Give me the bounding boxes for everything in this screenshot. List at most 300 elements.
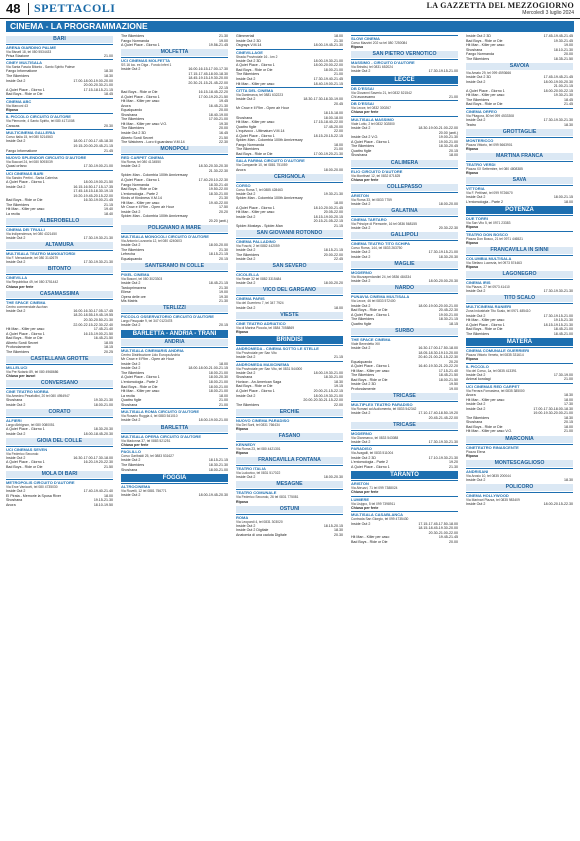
cinema-name: CINEMA ORFEO — [466, 108, 573, 114]
showtimes: 18.15-21.15 — [208, 458, 228, 463]
city-heading: POLIGNANO A MARE — [121, 225, 228, 232]
cinema-address: Via Montinari 12, tel 0832 871825 — [351, 173, 401, 178]
cinema-address: Via Abruzzi, 71 tel 099 7388024 — [351, 485, 398, 490]
showtimes: 17.00-18.00-19.00-20.00 — [73, 78, 113, 83]
showtime-row — [466, 377, 573, 382]
film-title: Quattro figlie — [351, 148, 372, 153]
film-title: A Quiet Place - Giorno 1 — [121, 94, 160, 99]
showtime-row — [236, 475, 343, 480]
city-heading: TERLIZZI — [121, 305, 228, 312]
film-title: Inside Out 2 — [236, 247, 256, 252]
film-title: Inside Out 2 — [236, 97, 256, 102]
cinema-address: Via F. Pettinari, tel 099 9726670 — [466, 191, 513, 196]
cinema-address: Via del Corso, 1a, tel 0835 413391 — [466, 368, 517, 373]
showtimes: 16.30-19.00-21.45 — [83, 198, 113, 203]
showtimes: 18.00 — [334, 305, 343, 310]
showtimes: 22.45 — [334, 257, 343, 262]
city-heading: TRICASE — [351, 393, 458, 400]
film-title: Osgrays V.M.14 — [236, 43, 262, 48]
film-title: Bad Boys - Ride or Die — [121, 384, 158, 389]
city-heading: BITONTO — [6, 266, 113, 273]
cinema-name: CORSO — [236, 182, 343, 188]
film-title: Inside Out 2 — [6, 489, 26, 494]
cinema-name: IL PICCOLO — [466, 363, 573, 369]
status-note: Riposo — [466, 146, 479, 151]
film-title: Mr Crow e Il Film - Open air Hour — [121, 357, 174, 362]
cinema-address: Via Gianmarco, tel 0833 543088 — [351, 435, 399, 440]
film-title: Anora — [121, 103, 131, 108]
showtimes: 18.00 — [334, 200, 343, 205]
showtime-row — [236, 306, 343, 311]
film-title: Spider-Man - Colombia 100th Anniversary — [236, 196, 303, 201]
showtimes: 19.30 — [219, 294, 228, 299]
cinema-name: CINEMA HOLLYWOOD — [466, 492, 573, 498]
film-title: Inside Out 2 — [351, 226, 371, 231]
film-title: Shoshana — [466, 47, 483, 52]
section-title: SPETTACOLI — [34, 1, 116, 15]
cinema-name: MULTISALA TEATRO MANGIATORDI — [6, 250, 113, 256]
cinema-address: Via Piazza, 27 tel 0973 41410 — [466, 285, 510, 290]
film-title: Bad Boys - Ride or Die — [6, 198, 43, 203]
film-title: Hit Man - Killer per caso — [121, 200, 160, 205]
showtimes: 18.45-21.50 — [438, 373, 458, 378]
cinema-name: UCI CINEMAS SEVEN — [6, 446, 113, 452]
showtimes: 16.30-17.00-17.30-18.00 — [73, 455, 113, 460]
cinema-address: Via Lecce, 46 tel 0833 572400 — [351, 299, 396, 304]
showtimes: 18.15-19.00-20.15 — [313, 214, 343, 219]
film-title: Quasi orfano — [6, 164, 27, 169]
province-banner: MATERA — [466, 338, 573, 346]
film-title: A Quiet Place - Giorno 1 — [236, 133, 275, 138]
cinema-name: MILLELUCI — [6, 364, 113, 370]
cinema-name: PICCOLO OSSERVATORIO CIRCUITO D'AUTORE — [121, 313, 228, 319]
film-title: Anora — [236, 167, 246, 172]
cinema-name: PUNAVIA CINEMA MULTISALA — [351, 293, 458, 299]
showtime-row — [121, 468, 228, 473]
showtimes: 21.45 — [564, 102, 573, 107]
city-heading: CALIMERA — [351, 160, 458, 167]
city-heading: MOLA DI BARI — [6, 471, 113, 478]
cinema-name: LUMIERE — [351, 496, 458, 502]
film-title: Hit Man - Killer per caso V.O. — [466, 429, 513, 434]
cinema-name: UCI CINEMAS MOLFETTA — [121, 57, 228, 63]
film-title: Shoshana — [236, 115, 253, 120]
film-title: A Quiet Place - Giorno 1 — [121, 177, 160, 182]
showtimes: 21.00 — [219, 402, 228, 407]
film-title: Bad Boys - Ride or Die — [236, 151, 273, 156]
film-title: Inside Out 2 — [351, 126, 371, 131]
film-title: Inside Out 2 Digitale — [236, 528, 269, 533]
cinema-name: ARISTON — [351, 192, 458, 198]
film-title: Inside Out 2 — [6, 260, 26, 265]
film-title: Alberto Sordi Secret — [121, 135, 154, 140]
page-number: 48 — [6, 1, 21, 16]
showtimes: 18.45-21.00 — [553, 331, 573, 336]
showtimes: 21.15 — [334, 355, 343, 360]
province-banner: FOGGIA — [121, 474, 228, 482]
film-title: L'equivoco - Ultimatum V.M.14 — [236, 129, 285, 134]
showtimes: 17.10-17.40-18.50-19.20 — [418, 411, 458, 416]
showtimes: 17.50 — [219, 205, 228, 210]
showtimes: 18.00 — [564, 424, 573, 429]
cinema-address: Via Dei Sorti, tel 0831 766434 — [236, 422, 280, 427]
showtimes: 19.00 — [219, 290, 228, 295]
film-title: Inside Out 2 3D — [466, 34, 491, 38]
film-title: A Quiet Place - Giorno 1 — [351, 312, 390, 317]
film-title: Inside Out 2 — [351, 69, 371, 74]
city-heading: COLLEPASSO — [351, 184, 458, 191]
cinema-name: MULTISALA CASABLANCA — [351, 511, 458, 517]
city-heading: FRANCAVILLA IN SINNI — [466, 247, 573, 254]
film-title: Shoshana — [6, 498, 23, 503]
showtime-row — [351, 440, 458, 445]
cinema-address: Via Federico Secondo — [6, 451, 39, 456]
showtimes: 16.15-19.00-21.50 — [83, 331, 113, 336]
showtime-row — [466, 289, 573, 294]
film-title: L'entomologia - Parte 2 — [121, 191, 159, 196]
film-title: Shoshana — [6, 398, 23, 403]
city-heading: LAGONEGRO — [466, 271, 573, 278]
cinema-address: Via Marinari Piazza, tel 0835 983409 — [466, 498, 520, 503]
cinema-name: NUOVO SPLENDOR CIRCUITO D'AUTORE — [6, 154, 113, 160]
film-title: Bad Boys - Ride or Die — [351, 377, 388, 382]
showtimes: 17.45-19.45-21.45 — [543, 74, 573, 79]
showtimes: 18.45-21.15 — [208, 281, 228, 286]
showtimes: 19.30-21.30 — [93, 398, 113, 403]
showtimes: 19.56-21.45 — [208, 43, 228, 48]
cinema-address: Strada Provinciale 16 - km 2 — [236, 54, 278, 59]
showtimes: 18.40-19.00 — [208, 112, 228, 117]
cinema-address: Via Principe di Piemonte, 16 tel 0836 568155 — [351, 222, 417, 227]
city-heading: SURBO — [351, 328, 458, 335]
showtimes: 20.15-21.05-22.15 — [313, 219, 343, 224]
film-title: Spider-Man - Colombia 100th Anniversary — [236, 138, 303, 143]
film-title: Inside Out 2 — [236, 214, 256, 219]
film-title: The Bikeriders — [121, 117, 145, 122]
city-heading: TITO SCALO — [466, 295, 573, 302]
showtimes: 16.15-16.50-17.15-17.35 — [73, 184, 113, 189]
showtimes: 18.00 — [564, 199, 573, 204]
showtime-row — [236, 168, 343, 173]
cinema-address: Via Marconi 43 — [6, 103, 28, 108]
showtimes: 18.15-20.15-22.15 — [313, 133, 343, 138]
status-note: Chiuso per ferie — [6, 284, 34, 289]
showtimes: 19.45-21.45 — [438, 535, 458, 540]
film-title: Inside Out 2 — [121, 243, 141, 248]
cinema-address: Via di Marina Piccola, tel 0884 7058869 — [236, 325, 295, 330]
cinema-address: Via Campanile 10, tel 0881 751059 — [236, 163, 288, 168]
film-title: The Bikeriders — [236, 252, 260, 257]
cinema-name: TEATRO DON BOSCO — [466, 231, 573, 237]
cinema-address: Via Danimarca, tel 0881 632223 — [236, 93, 284, 98]
showtimes: 18.30-17.30-18.30-19.00 — [303, 97, 343, 102]
showtimes: 17.15-18.15-21.15 — [83, 87, 113, 92]
showtimes: 18.00-20.00-20.30 — [428, 279, 458, 284]
cinema-name: NUOVO CINEMA PARADISO — [236, 417, 343, 423]
cinema-name: UCI CINEMAS RED CARPET — [466, 383, 573, 389]
showtimes: 18.00-21.50 — [438, 377, 458, 382]
showtimes: 18.10-21.30 — [553, 47, 573, 52]
showtimes: 19.30-21.45 — [553, 38, 573, 43]
showtimes: 19.40 — [104, 207, 113, 212]
showtime-row — [6, 124, 113, 129]
showtime-row — [6, 164, 113, 169]
showtimes: 20.30 — [334, 532, 343, 537]
showtime-row — [6, 260, 113, 265]
film-title: Inside Out 2 — [466, 313, 486, 318]
showtimes: 18.00-21.00 — [208, 384, 228, 389]
cinema-name: CINEMA DEI TRULLI — [6, 226, 113, 232]
showtime-row — [351, 226, 458, 231]
city-heading: ERCHIE — [236, 409, 343, 416]
cinema-name: CINEY MULTISALA — [6, 59, 113, 65]
showtime-row — [466, 200, 573, 205]
status-note: Riposo — [236, 329, 249, 334]
film-title: Quattro figlie — [236, 124, 257, 129]
cinema-name: MULTICINEMA RANIERI — [466, 303, 573, 309]
cinema-name: TEATRO ITALIA — [236, 465, 343, 471]
showtime-row — [6, 350, 113, 355]
film-title: A Quiet Place - Giorno 1 — [121, 375, 160, 380]
showtimes: 21.00-21.15 — [553, 84, 573, 89]
showtime-row — [6, 54, 113, 59]
film-title: The Bikeriders — [351, 373, 375, 378]
cinema-address: Corso Roma 7, tel 0885 428463 — [236, 187, 283, 192]
showtimes: 21.00 — [564, 429, 573, 434]
film-title: Hit Man - Killer per caso — [466, 43, 505, 48]
status-note: Riposo — [466, 265, 479, 270]
cinema-address: Via Lecce, tel 0832 300267 — [351, 106, 391, 111]
showtimes: 17.30-19.15-21.00 — [543, 313, 573, 318]
showtime-row — [6, 236, 113, 241]
film-title: Fango Informatione — [6, 69, 38, 74]
film-title: Inside Out 2 — [466, 195, 486, 200]
status-note: Chiuso per ferie — [351, 490, 379, 495]
film-title: L'entomologia - Parte 2 — [466, 199, 504, 204]
cinema-address: Viale Lotto, 2 tel 0832 302800 — [351, 122, 395, 126]
city-heading: SAN PIETRO VERNOTICO — [351, 51, 458, 58]
showtimes: 16.15-18.45-22.20 — [198, 90, 228, 95]
showtimes: 18.40 — [104, 211, 113, 216]
showtime-row — [236, 403, 343, 408]
cinema-name: CINEMA TEATRO TITO SCHIPA — [351, 240, 458, 246]
showtimes: 16.45 — [219, 131, 228, 135]
film-title: L'entomologia - Parte 2 — [121, 379, 159, 384]
film-title: Kinds of Kindness V.M.14 — [121, 196, 162, 201]
showtimes: 16.30-17.00-17.50-18.00 — [418, 345, 458, 350]
film-title: La recita — [6, 211, 20, 216]
film-title: Inside Out 2 — [6, 236, 26, 241]
film-title: Inside Out 2 — [121, 492, 141, 497]
showtimes: 19.20-19.45-20.15-22.00 — [73, 193, 113, 198]
showtimes: 17.15-17.45-17.50-18.00 — [418, 521, 458, 526]
listing-column-3 — [236, 34, 343, 836]
film-title: Bad Boys - Ride or Die — [6, 464, 43, 469]
showtime-row — [351, 465, 458, 470]
city-heading: MONOPOLI — [121, 146, 228, 153]
cinema-address: Via del Guerriero 7, tel 347 7924 — [236, 301, 284, 306]
city-heading: SAVA — [466, 177, 573, 184]
film-title: The Bikeriders — [6, 349, 30, 354]
cinema-address: Via Lisippo, 5 tel 099 7398911 — [351, 501, 396, 506]
cinema-address: Via Avagalli, tel 0833 511004 — [351, 451, 394, 456]
status-note: Riposo — [466, 357, 479, 362]
cinema-address: Via Bosoni, tel 080 3023303 — [121, 276, 163, 281]
showtimes: 18.00 — [564, 397, 573, 402]
showtimes: 21.00 — [104, 53, 113, 58]
film-title: Inside Out 2 — [6, 308, 26, 313]
showtimes: 17.30-19.15-21.00 — [428, 69, 458, 74]
showtimes: 22.00-22.15-22.30-22.40 — [73, 322, 113, 327]
cinema-address: Via Amedeo Pesafollini, 20 tel 080 4954947 — [6, 394, 70, 399]
listing-column-4 — [351, 34, 458, 836]
film-title: Animal kondagi — [466, 377, 491, 382]
cinema-name: ANDROMEDA MAXICINEMA — [236, 361, 343, 367]
film-title: A Quiet Place - Giorno 1 — [6, 331, 45, 336]
showtime-row — [6, 432, 113, 437]
film-title: Inside Out 2 — [121, 209, 141, 214]
film-title: A Quiet Place - Giorno 1 — [236, 389, 275, 393]
film-title: Inside Out 2 — [236, 305, 256, 310]
cinema-name: VITTORIA — [466, 185, 573, 191]
showtimes: 19.00 — [449, 386, 458, 391]
status-note: Riposo — [6, 107, 19, 112]
film-title: Inside Out 2 — [351, 411, 371, 416]
showtimes: 18.00-20.20 — [323, 281, 343, 286]
cinema-name: ROMA — [236, 514, 343, 520]
film-title: Inside Out 2 — [121, 323, 141, 328]
cinema-name: METROPOLIS CIRCUITO D'AUTORE — [6, 479, 113, 485]
film-title: Inside Out 2 3D — [351, 382, 376, 387]
showtimes: 18.00-19.30-21.00 — [313, 393, 343, 398]
showtimes: 20.30 — [104, 123, 113, 128]
film-title: A Quiet Place - Giorno 1 — [351, 364, 390, 369]
showtimes: 18.00-20.00-22.00 — [313, 63, 343, 68]
cinema-name: ARENA GIARDINO PALME — [6, 44, 113, 50]
film-title: Hit Man - Killer per caso — [6, 207, 45, 212]
status-note: Riposo — [466, 225, 479, 230]
province-banner: BRINDISI — [236, 336, 343, 344]
city-heading: FASANO — [236, 433, 343, 440]
showtimes: 20.40-21.00-21.15-22.30 — [418, 355, 458, 360]
showtimes: 18.20-18.55-19.45-19.55 — [73, 313, 113, 318]
film-title: La recita — [121, 393, 135, 398]
showtimes: 19.00-21.00 — [438, 312, 458, 317]
showtimes: 17.45-20.00 — [323, 124, 343, 129]
showtimes: 18.30-21.00 — [208, 191, 228, 196]
cinema-address: Via Indipendenza, tel 080 4321450 — [6, 231, 57, 236]
film-title: Inside Out 2 3D — [236, 38, 261, 43]
showtimes: 18.30 — [334, 528, 343, 533]
cinema-address: Zona Industriale Tito Scalo, tel 0971 485410 — [466, 309, 531, 314]
city-heading: BARI — [6, 36, 113, 43]
film-title: Inside Out 2 3D — [121, 131, 146, 135]
showtimes: 20.45-21.45-22.00 — [428, 415, 458, 420]
showtimes: 21.50 — [104, 464, 113, 469]
film-title: Hit Man - Killer per caso — [466, 318, 505, 323]
showtimes: 20.20 — [219, 209, 228, 214]
film-title: Shoshana — [466, 420, 483, 425]
film-title: The Bikeriders — [466, 56, 490, 61]
film-title: Inside Out 2 — [466, 79, 486, 84]
showtimes: 22.15 — [219, 85, 228, 90]
cinema-address: Corso Italia 15, tel 080 5214563 — [6, 135, 53, 140]
showtime-row — [236, 82, 343, 87]
showtimes: 16.00-16.30-17.05-17.45 — [73, 308, 113, 313]
showtimes: 18.00-18.45-20.30 — [83, 431, 113, 436]
showtimes: 20.15 — [564, 420, 573, 425]
cinema-address: Piazza Elena — [466, 449, 486, 454]
cinema-name: TEATRO VERDI — [466, 161, 573, 167]
cinema-name: CINEMA ABC — [6, 98, 113, 104]
film-title: Bad Boys - Ride or Die — [121, 90, 158, 95]
cinema-name: COLUMBIA MULTISALA — [466, 255, 573, 261]
showtimes: 18.00-20.00 — [323, 167, 343, 172]
newspaper-name: LA GAZZETTA DEL MEZZOGIORNO — [426, 1, 574, 10]
showtimes: 19.00 — [564, 43, 573, 48]
film-title: The Bikeriders — [351, 317, 375, 322]
film-title: Hit Man - Killer per caso — [351, 535, 390, 540]
city-heading: SAVOIA — [466, 63, 573, 70]
film-title: The Bikeriders — [236, 72, 260, 77]
film-title: The Bikeriders — [466, 97, 490, 102]
film-title: Hit Man - Killer per caso — [466, 397, 505, 402]
showtime-row — [121, 493, 228, 498]
film-title: Mr Crow e Il Film - Open air Hour — [236, 106, 289, 111]
showtimes: 21.30 — [334, 38, 343, 43]
city-heading: ALBEROBELLO — [6, 218, 113, 225]
showtimes: 21.00 — [334, 147, 343, 152]
film-title: A Quiet Place - Giorno 1 — [121, 43, 160, 48]
film-title: A Quiet Place - Giorno 1 — [466, 322, 505, 327]
showtimes: 21.45 — [104, 148, 113, 153]
cinema-name: DB D'ESSAI — [351, 85, 458, 91]
showtime-row — [6, 149, 113, 154]
film-title: A Quiet Place - Giorno 1 — [236, 205, 275, 210]
showtimes: 19.15-21.30 — [93, 498, 113, 503]
cinema-address: Corso Garibaldi 25, tel 0883 531627 — [121, 454, 174, 459]
showtimes: 17.00-21.00 — [208, 117, 228, 122]
showtimes: 18.00-21.00 — [208, 389, 228, 394]
showtimes: 19.50-22.00 — [208, 187, 228, 192]
status-note: Chiuso per ferie — [351, 110, 379, 115]
status-note: Riposo — [466, 453, 479, 458]
cinema-name: MULTISALA CINEMARIS ANDRIA — [121, 347, 228, 353]
cinema-address: Largo Pasquale 9, tel 347 0123478 — [121, 319, 173, 324]
showtimes: 20.00 — [564, 52, 573, 57]
cinema-address: Via Brindisi, tel 0831 652024 — [351, 65, 393, 70]
film-title: Inside Out 2 — [351, 250, 371, 255]
cinema-address: Corso Mazzini 202 sc tel 080 7250084 — [351, 41, 408, 45]
film-title: Inside Out 2 — [121, 67, 141, 72]
film-title: The Bikeriders — [236, 147, 260, 152]
showtime-row — [121, 43, 228, 48]
film-title: Shoshana — [121, 467, 138, 472]
showtimes: 18.00-20.00 — [438, 201, 458, 206]
cinema-address: Via Rovelli, 12 tel 0881 756771 — [121, 488, 167, 493]
showtimes: 19.30-21.30 — [323, 191, 343, 196]
showtimes: 17.30-19.30-21.30 — [543, 118, 573, 123]
showtimes: 18.15-19.15-21.30 — [543, 322, 573, 327]
city-heading: SAN SEVERO — [236, 263, 343, 270]
film-title: Inside Out 2 3D — [351, 455, 376, 460]
showtimes: 17.00-17.30-18.00-18.30 — [533, 406, 573, 411]
city-heading: OSTUNI — [236, 506, 343, 513]
showtimes: 16.40-19.30-21.20-22.20 — [418, 364, 458, 369]
showtimes: 19.15 — [334, 384, 343, 389]
showtimes: 17.45-18.15-18.30-19.15 — [73, 189, 113, 194]
showtimes: 20.45 — [334, 101, 343, 106]
